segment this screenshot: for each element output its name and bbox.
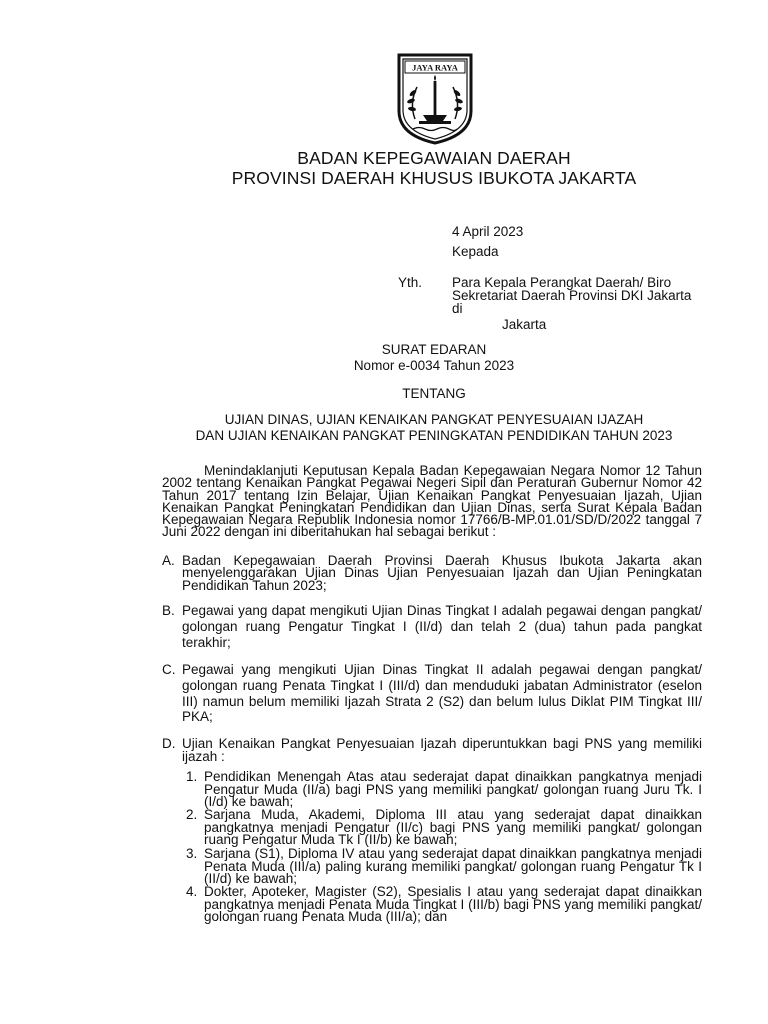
addressee-line: di (452, 301, 463, 316)
list-item-letter: D. (162, 736, 176, 751)
list-item-letter: C. (162, 662, 176, 677)
sub-list-item (186, 848, 702, 886)
list-item (162, 603, 702, 650)
list-item (162, 662, 702, 725)
list-item (162, 738, 702, 763)
yth-label: Yth. (398, 275, 423, 290)
sub-list-number: 3. (186, 846, 198, 861)
sub-list-text: Pendidikan Menengah Atas atau sederajat dapat dinaikkan pangkatnya menjadi Pengatur Muda (II/a) bagi PNS yang memiliki pangkat/ golongan ruang Juru Tk. I (I/d) ke bawah; (204, 769, 702, 809)
intro-paragraph (162, 465, 702, 539)
addressee-line: Sekretariat Daerah Provinsi DKI Jakarta (452, 288, 692, 303)
org-name-line1: BADAN KEPEGAWAIAN DAERAH (297, 148, 571, 168)
sub-list-text: Dokter, Apoteker, Magister (S2), Spesialis I atau yang sederajat dapat dinaikkan pangkatnya menjadi Penata Muda Tingkat I (III/b) bagi PNS yang memiliki pangkat/ golongan ruang Penata Muda (III/a); dan (204, 884, 702, 924)
list-item-text: Pegawai yang mengikuti Ujian Dinas Tingkat II adalah pegawai dengan pangkat/ golongan ruang Penata Tingkat I (III/d) dan menduduki jabatan Administrator (eselon III) namun belum memiliki Ijazah Strata 2 (S2) dan belum lulus Diklat PIM Tingkat III/ PKA; (182, 662, 702, 725)
jakarta-coat-of-arms-logo (395, 53, 475, 145)
sub-list-number: 4. (186, 884, 198, 899)
document-number: Nomor e-0034 Tahun 2023 (353, 358, 515, 373)
list-item-text: Badan Kepegawaian Daerah Provinsi Daerah Khusus Ibukota Jakarta akan menyelenggarakan Ujian Dinas Ujian Penyesuaian Ijazah dan Ujian Peningkatan Pendidikan Tahun 2023; (182, 553, 702, 593)
sub-list-item (186, 809, 702, 847)
intro-text: Menindaklanjuti Keputusan Kepala Badan Kepegawaian Negara Nomor 12 Tahun 2002 tentang Kenaikan Pangkat Pegawai Negeri Sipil dan Peraturan Gubernur Nomor 42 Tahun 2017 tentang Izin Belajar, Ujian Kenaikan Pangkat Penyesuaian Ijazah, Ujian Kenaikan Pangkat Peningkatan Pendidikan dan Ujian Dinas, serta Surat Kepala Badan Kepegawaian Negara Republik Indonesia nomor 17766/B-MP.01.01/SD/D/2022 tanggal 7 Juni 2022 dengan ini diberitahukan hal sebagai berikut : (162, 463, 702, 540)
addressee-block (452, 276, 691, 331)
org-name-line2: PROVINSI DAERAH KHUSUS IBUKOTA JAKARTA (231, 168, 637, 188)
list-item-letter: A. (162, 553, 175, 568)
sub-list-number: 1. (186, 769, 198, 784)
list-item (162, 555, 702, 592)
list-item-text: Ujian Kenaikan Pangkat Penyesuaian Ijazah diperuntukkan bagi PNS yang memiliki ijazah : (182, 736, 702, 764)
logo-text: JAYA RAYA (412, 62, 458, 73)
kepada-label: Kepada (452, 244, 499, 259)
sub-list-number: 2. (186, 807, 198, 822)
about-label: TENTANG (402, 386, 466, 401)
letter-date: 4 April 2023 (452, 224, 524, 239)
list-item-letter: B. (162, 603, 175, 618)
subject-line1: UJIAN DINAS, UJIAN KENAIKAN PANGKAT PENYESUAIAN IJAZAH (224, 412, 644, 427)
sub-list-item (186, 886, 702, 924)
addressee-city: Jakarta (502, 317, 547, 332)
sub-list-text: Sarjana Muda, Akademi, Diploma III atau yang sederajat dapat dinaikkan pangkatnya menjadi Pengatur (II/c) bagi PNS yang memiliki pangkat/ golongan ruang Pengatur Muda Tk I (II/b) ke bawah; (204, 807, 702, 847)
subject-line2: DAN UJIAN KENAIKAN PANGKAT PENINGKATAN PENDIDIKAN TAHUN 2023 (195, 428, 673, 443)
sub-list-text: Sarjana (S1), Diploma IV atau yang sederajat dapat dinaikkan pangkatnya menjadi Penata Muda (III/a) paling kurang memiliki pangkat/ golongan ruang Pengatur Tk I (II/d) ke bawah; (204, 846, 702, 886)
addressee-line: Para Kepala Perangkat Daerah/ Biro (452, 275, 672, 290)
sub-list-item (186, 771, 702, 809)
document-type: SURAT EDARAN (381, 342, 487, 357)
list-item-text: Pegawai yang dapat mengikuti Ujian Dinas Tingkat I adalah pegawai dengan pangkat/ golongan ruang Pengatur Tingkat I (II/d) dan telah 2 (dua) tahun pada pangkat terakhir; (182, 603, 702, 650)
